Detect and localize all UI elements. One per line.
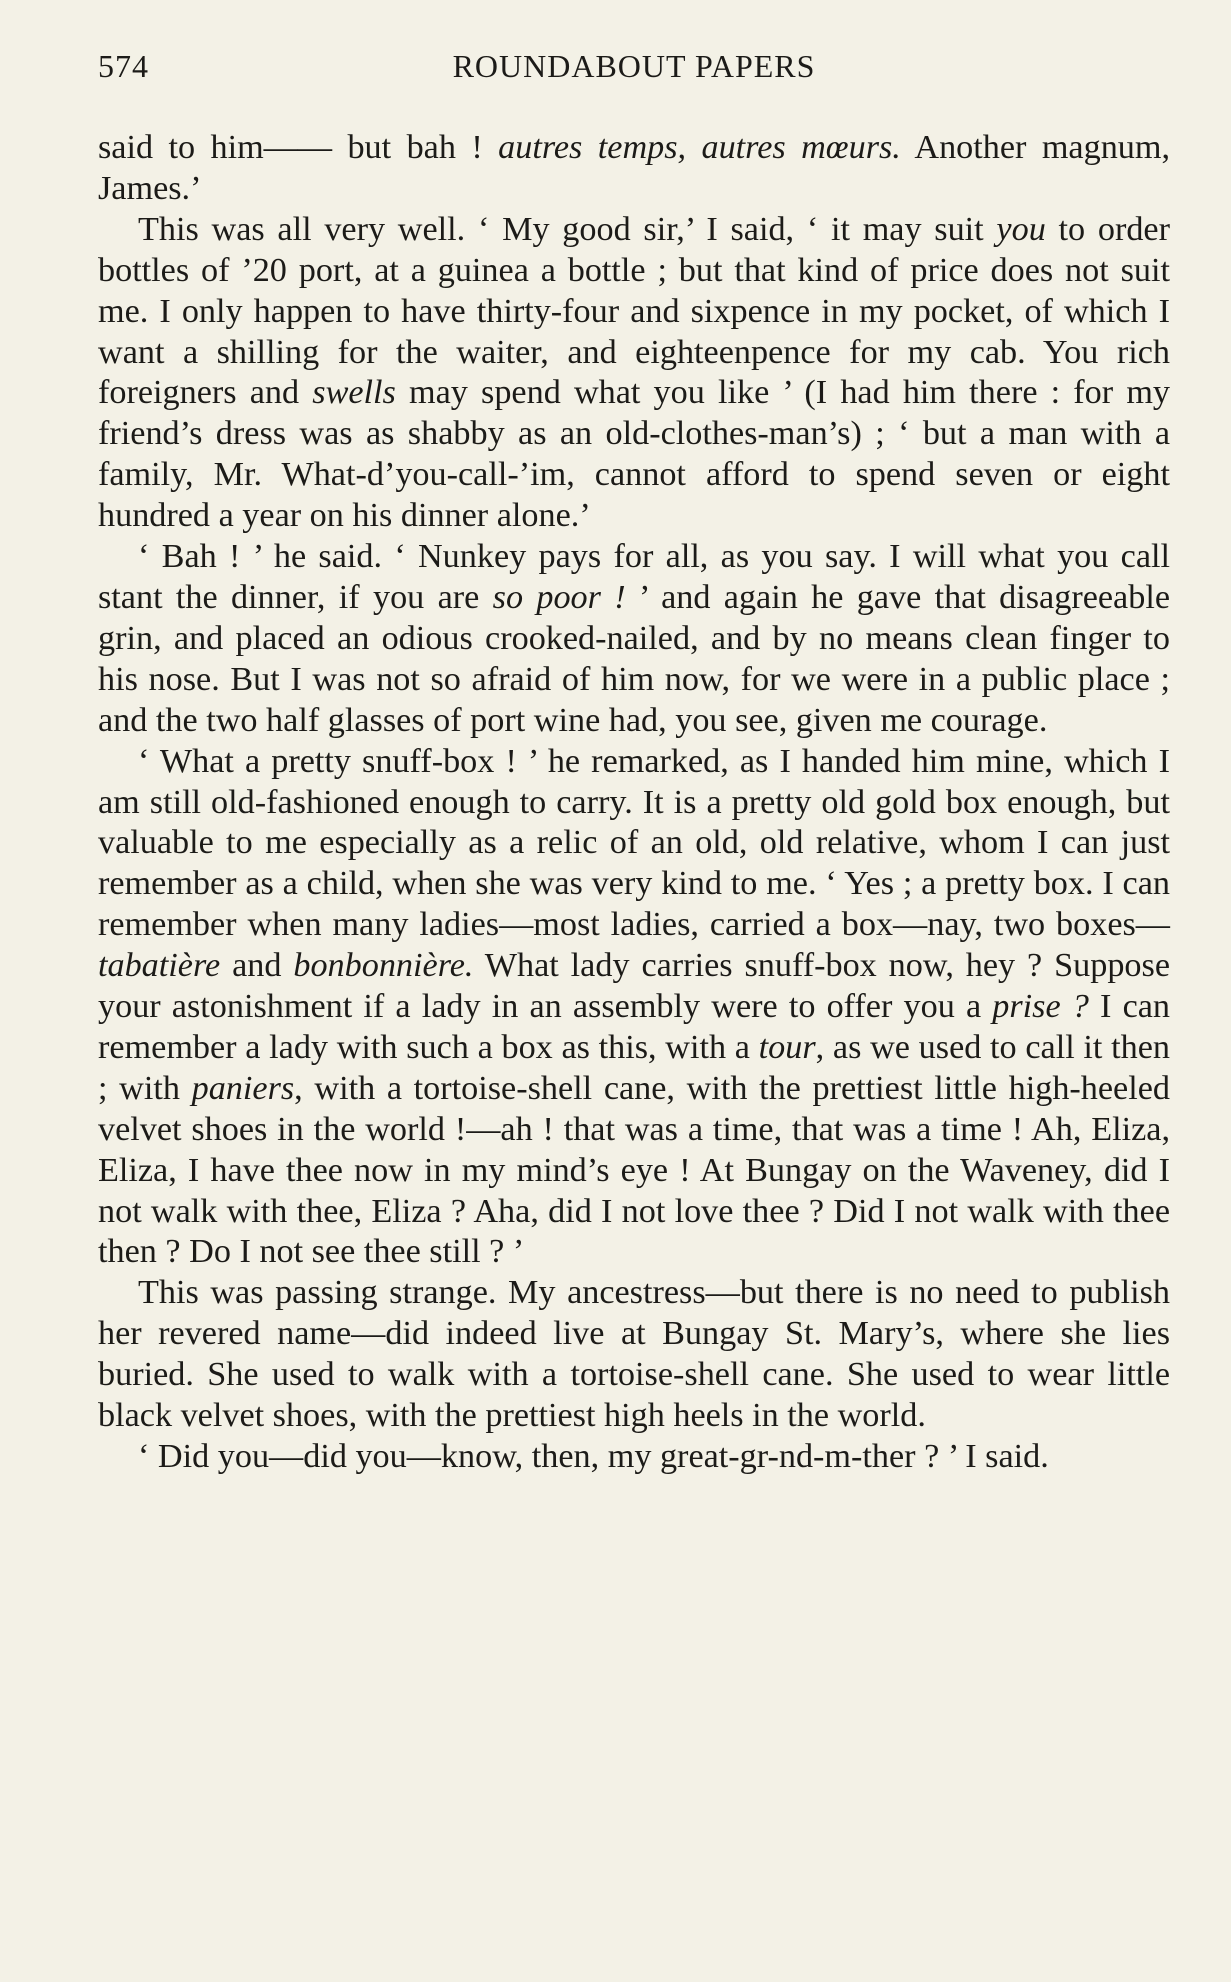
paragraph xyxy=(98,742,1170,1274)
page-number: 574 xyxy=(98,48,149,84)
text-run: said to him—— but bah ! xyxy=(98,129,499,166)
text-run: , as we used to call it then ; with xyxy=(98,1028,1170,1107)
text-run: This was passing strange. My ancestress—but there is no need to publish her revered name—did indeed live at Bungay St. Mary’s, where she lies buried. She used to walk with a tortoise-shell cane. She used to wear little black velvet shoes, with the prettiest high heels in the world. xyxy=(98,1274,1170,1435)
paragraph xyxy=(98,210,1170,537)
text-run: This was all very well. ‘ My good sir,’ I said, ‘ it may suit xyxy=(138,210,997,248)
paragraph xyxy=(98,1437,1170,1478)
running-title: ROUNDABOUT PAPERS xyxy=(452,48,816,84)
italic-text: autres temps, autres mœurs. xyxy=(498,129,901,166)
text-run: , with a tortoise-shell cane, with the prettiest little high-heeled velvet shoes in the world !—ah ! that was a time, that was a time ! Ah, Eliza, Eliza, I have thee now in my mind’s eye ! At Bungay on the Waveney, did I not walk with thee, Eliza ? Aha, did I not love thee ? Did I not walk with thee then ? Do I not see thee still ? ’ xyxy=(98,1069,1171,1271)
italic-text: you xyxy=(996,210,1046,248)
page-header xyxy=(98,48,1170,98)
italic-text: bonbonnière. xyxy=(293,947,474,985)
italic-text: prise ? xyxy=(992,988,1089,1026)
text-run: to order bottles of ’20 port, at a guinea a bottle ; but that kind of price does not suit me. I only happen to have thirty-four and sixpence in my pocket, of which I want a shilling for the waiter, and eighteenpence for my cab. You rich foreigners and xyxy=(98,210,1170,412)
italic-text: paniers xyxy=(191,1069,295,1107)
text-run: ‘ What a pretty snuff-box ! ’ he remarked, as I handed him mine, which I am still old-fashioned enough to carry. It is a pretty old gold box enough, but valuable to me especially as a relic of an old, old relative, whom I can just remember as a child, when she was very kind to me. ‘ Yes ; a pretty box. I can remember when many ladies—most ladies, carried a box—nay, two boxes— xyxy=(98,742,1170,944)
italic-text: tabatière xyxy=(98,947,221,985)
text-run: ‘ Did you—did you—know, then, my great-gr-nd-m-ther ? ’ I said. xyxy=(138,1438,1049,1475)
paragraph xyxy=(98,537,1170,742)
text-run: ’ and again he gave that disagreeable grin, and placed an odious crooked-nailed, and by no means clean finger to his nose. But I was not so afraid of him now, for we were in a public place ; and the two half glasses of port wine had, you see, given me courage. xyxy=(98,578,1170,739)
italic-text: tour xyxy=(758,1028,816,1066)
text-run: and xyxy=(220,947,294,985)
text-run: may spend what you like ’ (I had him there : for my friend’s dress was as shabby as an old-clothes-man’s) ; ‘ but a man with a family, Mr. What-d’you-call-’im, cannot afford to spend seven or eight hundred a year on his dinner alone.’ xyxy=(98,374,1171,535)
paragraph xyxy=(98,128,1170,210)
text-run: I can remember a lady with such a box as this, with a xyxy=(98,988,1171,1066)
text-run: Another magnum, James.’ xyxy=(98,129,1171,207)
text-run: ‘ Bah ! ’ he said. ‘ Nunkey pays for all, as you say. I will what you call stant the dinner, if you are xyxy=(98,538,1170,616)
italic-text: so poor ! xyxy=(492,578,626,616)
text-run: What lady carries snuff-box now, hey ? Suppose your astonishment if a lady in an assembly were to offer you a xyxy=(98,947,1170,1026)
paragraph xyxy=(98,1273,1170,1437)
italic-text: swells xyxy=(312,374,396,412)
body-text xyxy=(98,128,1170,1478)
